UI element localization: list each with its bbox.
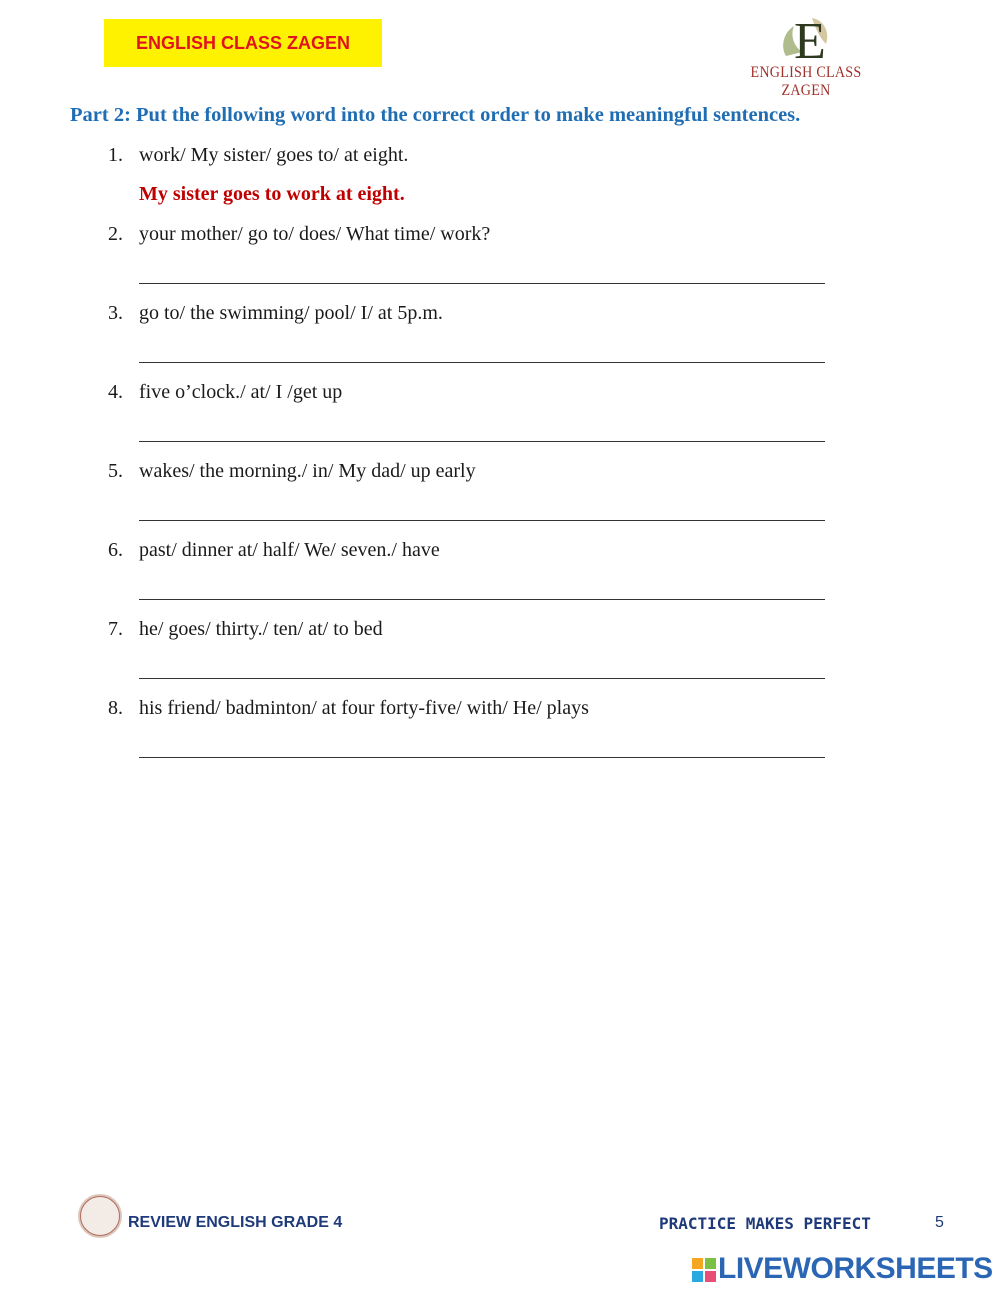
- item-words: wakes/ the morning./ in/ My dad/ up early: [139, 460, 476, 482]
- exercise-item-2: [108, 223, 490, 246]
- item-words: five o’clock./ at/ I /get up: [139, 381, 343, 403]
- item-number: 7.: [108, 618, 123, 640]
- footer-seal-icon: [80, 1196, 120, 1236]
- item-words: your mother/ go to/ does/ What time/ work?: [139, 223, 491, 245]
- footer-right-text: PRACTICE MAKES PERFECT: [659, 1214, 871, 1233]
- exercise-item-3: [108, 302, 443, 325]
- item-number: 8.: [108, 697, 123, 719]
- answer-line-7[interactable]: [139, 658, 825, 679]
- answer-line-4[interactable]: [139, 421, 825, 442]
- item-number: 4.: [108, 381, 123, 403]
- page-number: 5: [935, 1214, 944, 1231]
- example-answer: My sister goes to work at eight.: [139, 183, 405, 205]
- logo-emblem-icon: [776, 8, 836, 66]
- footer-left-text: REVIEW ENGLISH GRADE 4: [128, 1214, 343, 1231]
- exercise-item-4: [108, 381, 342, 404]
- exercise-item-1: [108, 144, 408, 167]
- exercise-item-5: [108, 460, 476, 483]
- exercise-item-8: [108, 697, 589, 720]
- answer-line-2[interactable]: [139, 263, 825, 284]
- item-words: he/ goes/ thirty./ ten/ at/ to bed: [139, 618, 383, 640]
- answer-line-5[interactable]: [139, 500, 825, 521]
- header-badge-text: ENGLISH CLASS ZAGEN: [135, 32, 350, 53]
- part-heading: Part 2: Put the following word into the correct order to make meaningful sentences.: [70, 104, 801, 126]
- answer-line-3[interactable]: [139, 342, 825, 363]
- item-number: 3.: [108, 302, 123, 324]
- answer-line-6[interactable]: [139, 579, 825, 600]
- item-number: 1.: [108, 144, 123, 166]
- exercise-item-6: [108, 539, 440, 562]
- item-number: 6.: [108, 539, 123, 561]
- item-words: go to/ the swimming/ pool/ I/ at 5p.m.: [139, 302, 443, 324]
- item-number: 5.: [108, 460, 123, 482]
- exercise-item-7: [108, 618, 383, 641]
- logo-text: ENGLISH CLASS ZAGEN: [750, 64, 862, 99]
- svg-text:E: E: [794, 13, 826, 66]
- item-words: his friend/ badminton/ at four forty-five/ with/ He/ plays: [139, 697, 589, 719]
- header-badge: [104, 19, 382, 67]
- liveworksheets-watermark[interactable]: LIVEWORKSHEETS: [718, 1252, 993, 1285]
- item-words: past/ dinner at/ half/ We/ seven./ have: [139, 539, 440, 561]
- class-logo: [726, 8, 886, 99]
- item-number: 2.: [108, 223, 123, 245]
- liveworksheets-logo-icon: [692, 1258, 716, 1282]
- item-words: work/ My sister/ goes to/ at eight.: [139, 144, 409, 166]
- answer-line-8[interactable]: [139, 737, 825, 758]
